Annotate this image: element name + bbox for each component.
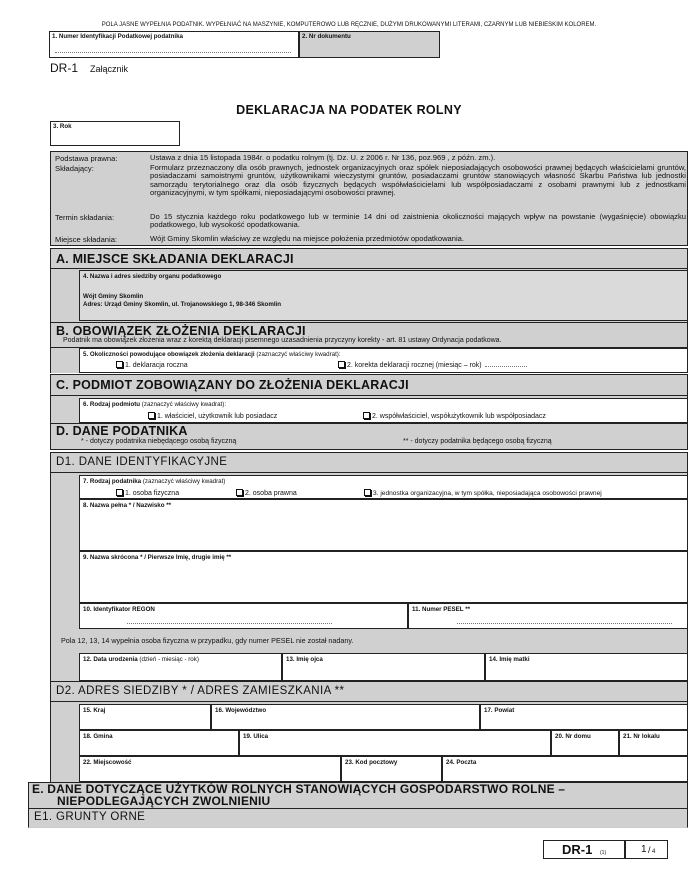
section-d-note-legal: * - dotyczy podatnika niebędącego osobą fizyczną xyxy=(81,438,237,445)
deadline-label: Termin składania: xyxy=(55,213,115,222)
postal-code-label: 23. Kod pocztowy xyxy=(345,759,398,766)
taxpayer-type-label: 7. Rodzaj podatnika xyxy=(83,478,142,485)
section-b-body xyxy=(50,348,688,373)
regon-label: 10. Identyfikator REGON xyxy=(83,606,155,613)
taxpayer-type-hint: (zaznaczyć właściwy kwadrat) xyxy=(142,478,226,485)
entity-type-field xyxy=(79,398,688,423)
section-d1-title: D1. DANE IDENTYFIKACYJNE xyxy=(56,456,228,468)
option-correction-label: 2. korekta deklaracji rocznej (miesiąc – rok) xyxy=(347,362,482,369)
birth-date-hint: (dzień - miesiąc - rok) xyxy=(139,656,199,663)
section-d2-title: D2. ADRES SIEDZIBY * / ADRES ZAMIESZKANIA ** xyxy=(56,685,345,697)
full-name-label: 8. Nazwa pełna * / Nazwisko ** xyxy=(83,502,172,509)
section-e-title-line1: E. DANE DOTYCZĄCE UŻYTKÓW ROLNYCH STANOWIĄCYCH GOSPODARSTWO ROLNE – xyxy=(32,782,566,796)
legal-basis-text: Ustawa z dnia 15 listopada 1984r. o podatku rolnym (tj. Dz. U. z 2006 r. Nr 136, poz.969 , z późn. zm.). xyxy=(150,153,496,162)
filer-label: Składający: xyxy=(55,164,94,173)
option-legal-person[interactable] xyxy=(236,489,297,499)
entity-type-hint: (zaznaczyć właściwy kwadrat): xyxy=(141,401,227,408)
document-number-field xyxy=(299,31,440,58)
county-field[interactable] xyxy=(480,704,688,730)
country-label: 15. Kraj xyxy=(83,707,106,714)
voivodeship-field[interactable] xyxy=(211,704,480,730)
section-e-title-line2: NIEPODLEGAJĄCYCH ZWOLNIENIU xyxy=(57,794,271,808)
footer-form-superscript: (1) xyxy=(600,850,607,856)
option-co-owner-label: 2. współwłaściciel, współużytkownik lub współposiadacz xyxy=(372,413,546,420)
municipality-label: 18. Gmina xyxy=(83,733,113,740)
regon-dotted-line xyxy=(127,623,332,624)
option-legal-person-label: 2. osoba prawna xyxy=(245,490,297,497)
father-name-field[interactable] xyxy=(282,653,485,681)
footer-form-code: DR-1 xyxy=(562,842,593,857)
short-name-label: 9. Nazwa skrócona * / Pierwsze Imię, drugie imię ** xyxy=(83,554,232,561)
option-natural-person-label: 1. osoba fizyczna xyxy=(125,490,180,497)
nip-dotted-line xyxy=(55,52,291,53)
declaration-title: DEKLARACJA NA PODATEK ROLNY xyxy=(236,103,462,117)
checkbox-correction[interactable] xyxy=(338,361,345,368)
attachment-label: Załącznik xyxy=(90,64,129,74)
option-annual-label: 1. deklaracja roczna xyxy=(125,362,188,369)
mother-name-label: 14. Imię matki xyxy=(489,656,530,663)
postal-code-field[interactable] xyxy=(341,756,442,782)
section-e-header xyxy=(28,782,688,809)
section-e1-header xyxy=(28,809,688,828)
option-co-owner[interactable] xyxy=(363,412,546,422)
checkbox-co-owner[interactable] xyxy=(363,412,370,419)
street-field[interactable] xyxy=(239,730,551,756)
mother-name-field[interactable] xyxy=(485,653,688,681)
nip-field[interactable] xyxy=(49,31,299,58)
short-name-field[interactable] xyxy=(79,551,688,603)
birth-date-label: 12. Data urodzenia xyxy=(83,656,138,663)
document-number-label: 2. Nr dokumentu xyxy=(302,33,351,40)
pesel-note: Pola 12, 13, 14 wypełnia osoba fizyczna w przypadku, gdy numer PESEL nie został nadany. xyxy=(61,636,354,645)
place-text: Wójt Gminy Skomlin właściwy ze względu na miejsce położenia przedmiotów opodatkowania. xyxy=(150,234,465,243)
section-d2-body xyxy=(50,702,688,782)
pesel-label: 11. Numer PESEL ** xyxy=(412,606,471,613)
checkbox-natural-person[interactable] xyxy=(116,489,123,496)
apartment-number-label: 21. Nr lokalu xyxy=(623,733,660,740)
year-label: 3. Rok xyxy=(53,123,72,130)
tax-office-address: Adres: Urząd Gminy Skomlin, ul. Trojanowskiego 1, 98-346 Skomlin xyxy=(83,301,282,308)
pesel-field[interactable] xyxy=(408,603,688,629)
section-d1-header xyxy=(50,452,688,473)
footer-page-number: 1 xyxy=(641,844,647,855)
circumstances-label: 5. Okoliczności powodujące obowiązek złożenia deklaracji xyxy=(83,351,255,358)
voivodeship-label: 16. Województwo xyxy=(215,707,267,714)
fill-instruction: POLA JASNE WYPEŁNIA PODATNIK. WYPEŁNIAĆ NA MASZYNIE, KOMPUTEROWO LUB RĘCZNIE, DUŻYMI DRUKOWANYMI LITERAMI, CZARNYM LUB NIEBIESKIM KOLOREM. xyxy=(101,22,597,28)
filer-text: Formularz przeznaczony dla osób prawnych, jednostek organizacyjnych oraz spółek nieposiadających osobowości prawnej będących właścicielami gruntów, posiadaczami samoistnymi gruntów, użytkownikami wieczystymi gruntów, posiadaczami gruntów stanowiących własność Skarbu Państwa lub jednostki samorządu terytorialnego oraz dla osób fizycznych będących współwłaścicielami lub współposiadaczami z osobami prawnymi lub z jednostkami organizacyjnymi, w tym spółkami, nieposiadającymi osobowości prawnej. xyxy=(150,163,686,198)
street-label: 19. Ulica xyxy=(243,733,269,740)
tax-office-name: Wójt Gminy Skomlin xyxy=(83,293,144,300)
post-office-label: 24. Poczta xyxy=(446,759,477,766)
option-owner[interactable] xyxy=(148,412,277,422)
checkbox-owner[interactable] xyxy=(148,412,155,419)
locality-label: 22. Miejscowość xyxy=(83,759,132,766)
section-b-header xyxy=(50,322,688,348)
info-block xyxy=(50,151,688,246)
section-c-body xyxy=(50,396,688,423)
section-e1-title: E1. GRUNTY ORNE xyxy=(34,811,146,823)
deadline-text: Do 15 stycznia każdego roku podatkowego lub w terminie 14 dni od zaistnienia okoliczności mających wpływ na powstanie (wygaśnięcie) obowiązku podatkowego, lub wysokość opodatkowania. xyxy=(150,212,686,230)
section-d-note-natural: ** - dotyczy podatnika będącego osobą fizyczną xyxy=(403,438,552,445)
country-field[interactable] xyxy=(79,704,211,730)
option-organizational-unit[interactable] xyxy=(364,489,602,499)
circumstances-field xyxy=(79,348,688,373)
house-number-field[interactable] xyxy=(551,730,619,756)
footer-form-code-box xyxy=(543,840,625,859)
post-office-field[interactable] xyxy=(442,756,688,782)
checkbox-organizational-unit[interactable] xyxy=(364,489,371,496)
county-label: 17. Powiat xyxy=(484,707,515,714)
tax-office-field xyxy=(79,270,688,321)
place-label: Miejsce składania: xyxy=(55,235,118,244)
legal-basis-label: Podstawa prawna: xyxy=(55,154,118,163)
year-field[interactable] xyxy=(50,121,180,146)
tax-office-label: 4. Nazwa i adres siedziby organu podatkowego xyxy=(83,273,222,280)
birth-date-field[interactable] xyxy=(79,653,282,681)
taxpayer-type-field xyxy=(79,475,688,499)
correction-date-dotted-line xyxy=(485,366,527,367)
full-name-field[interactable] xyxy=(79,499,688,551)
section-d1-body xyxy=(50,473,688,681)
section-a-body xyxy=(50,269,688,322)
option-owner-label: 1. właściciel, użytkownik lub posiadacz xyxy=(157,413,278,420)
circumstances-hint: (zaznaczyć właściwy kwadrat): xyxy=(256,351,341,358)
section-c-header xyxy=(50,374,688,396)
section-c-title: C. PODMIOT ZOBOWIĄZANY DO ZŁOŻENIA DEKLARACJI xyxy=(56,378,409,392)
pesel-dotted-line xyxy=(457,623,672,624)
locality-field[interactable] xyxy=(79,756,341,782)
option-correction[interactable] xyxy=(338,361,527,371)
footer-page-total: 4 xyxy=(652,849,656,855)
regon-field[interactable] xyxy=(79,603,408,629)
option-annual[interactable] xyxy=(116,361,188,371)
section-b-title: B. OBOWIĄZEK ZŁOŻENIA DEKLARACJI xyxy=(56,324,306,338)
form-code: DR-1 xyxy=(50,61,79,75)
footer-page-box: 1 / 4 xyxy=(625,840,668,859)
section-b-note: Podatnik ma obowiązek złożenia wraz z korektą deklaracji pisemnego uzasadnienia przyczyny korekty - art. 81 ustawy Ordynacja podatkowa. xyxy=(63,337,502,344)
checkbox-annual[interactable] xyxy=(116,361,123,368)
father-name-label: 13. Imię ojca xyxy=(286,656,323,663)
nip-label: 1. Numer Identyfikacji Podatkowej podatnika xyxy=(52,33,184,40)
municipality-field[interactable] xyxy=(79,730,239,756)
section-a-title: A. MIEJSCE SKŁADANIA DEKLARACJI xyxy=(56,252,294,266)
entity-type-label: 6. Rodzaj podmiotu xyxy=(83,401,141,408)
section-d2-header xyxy=(50,681,688,702)
section-d-title: D. DANE PODATNIKA xyxy=(56,424,188,438)
checkbox-legal-person[interactable] xyxy=(236,489,243,496)
apartment-number-field[interactable] xyxy=(619,730,688,756)
section-d-header xyxy=(50,423,688,450)
option-natural-person[interactable] xyxy=(116,489,179,499)
option-organizational-unit-label: 3. jednostka organizacyjna, w tym spółka, nieposiadająca osobowości prawnej xyxy=(373,490,602,497)
house-number-label: 20. Nr domu xyxy=(555,733,591,740)
section-a-header xyxy=(50,248,688,269)
